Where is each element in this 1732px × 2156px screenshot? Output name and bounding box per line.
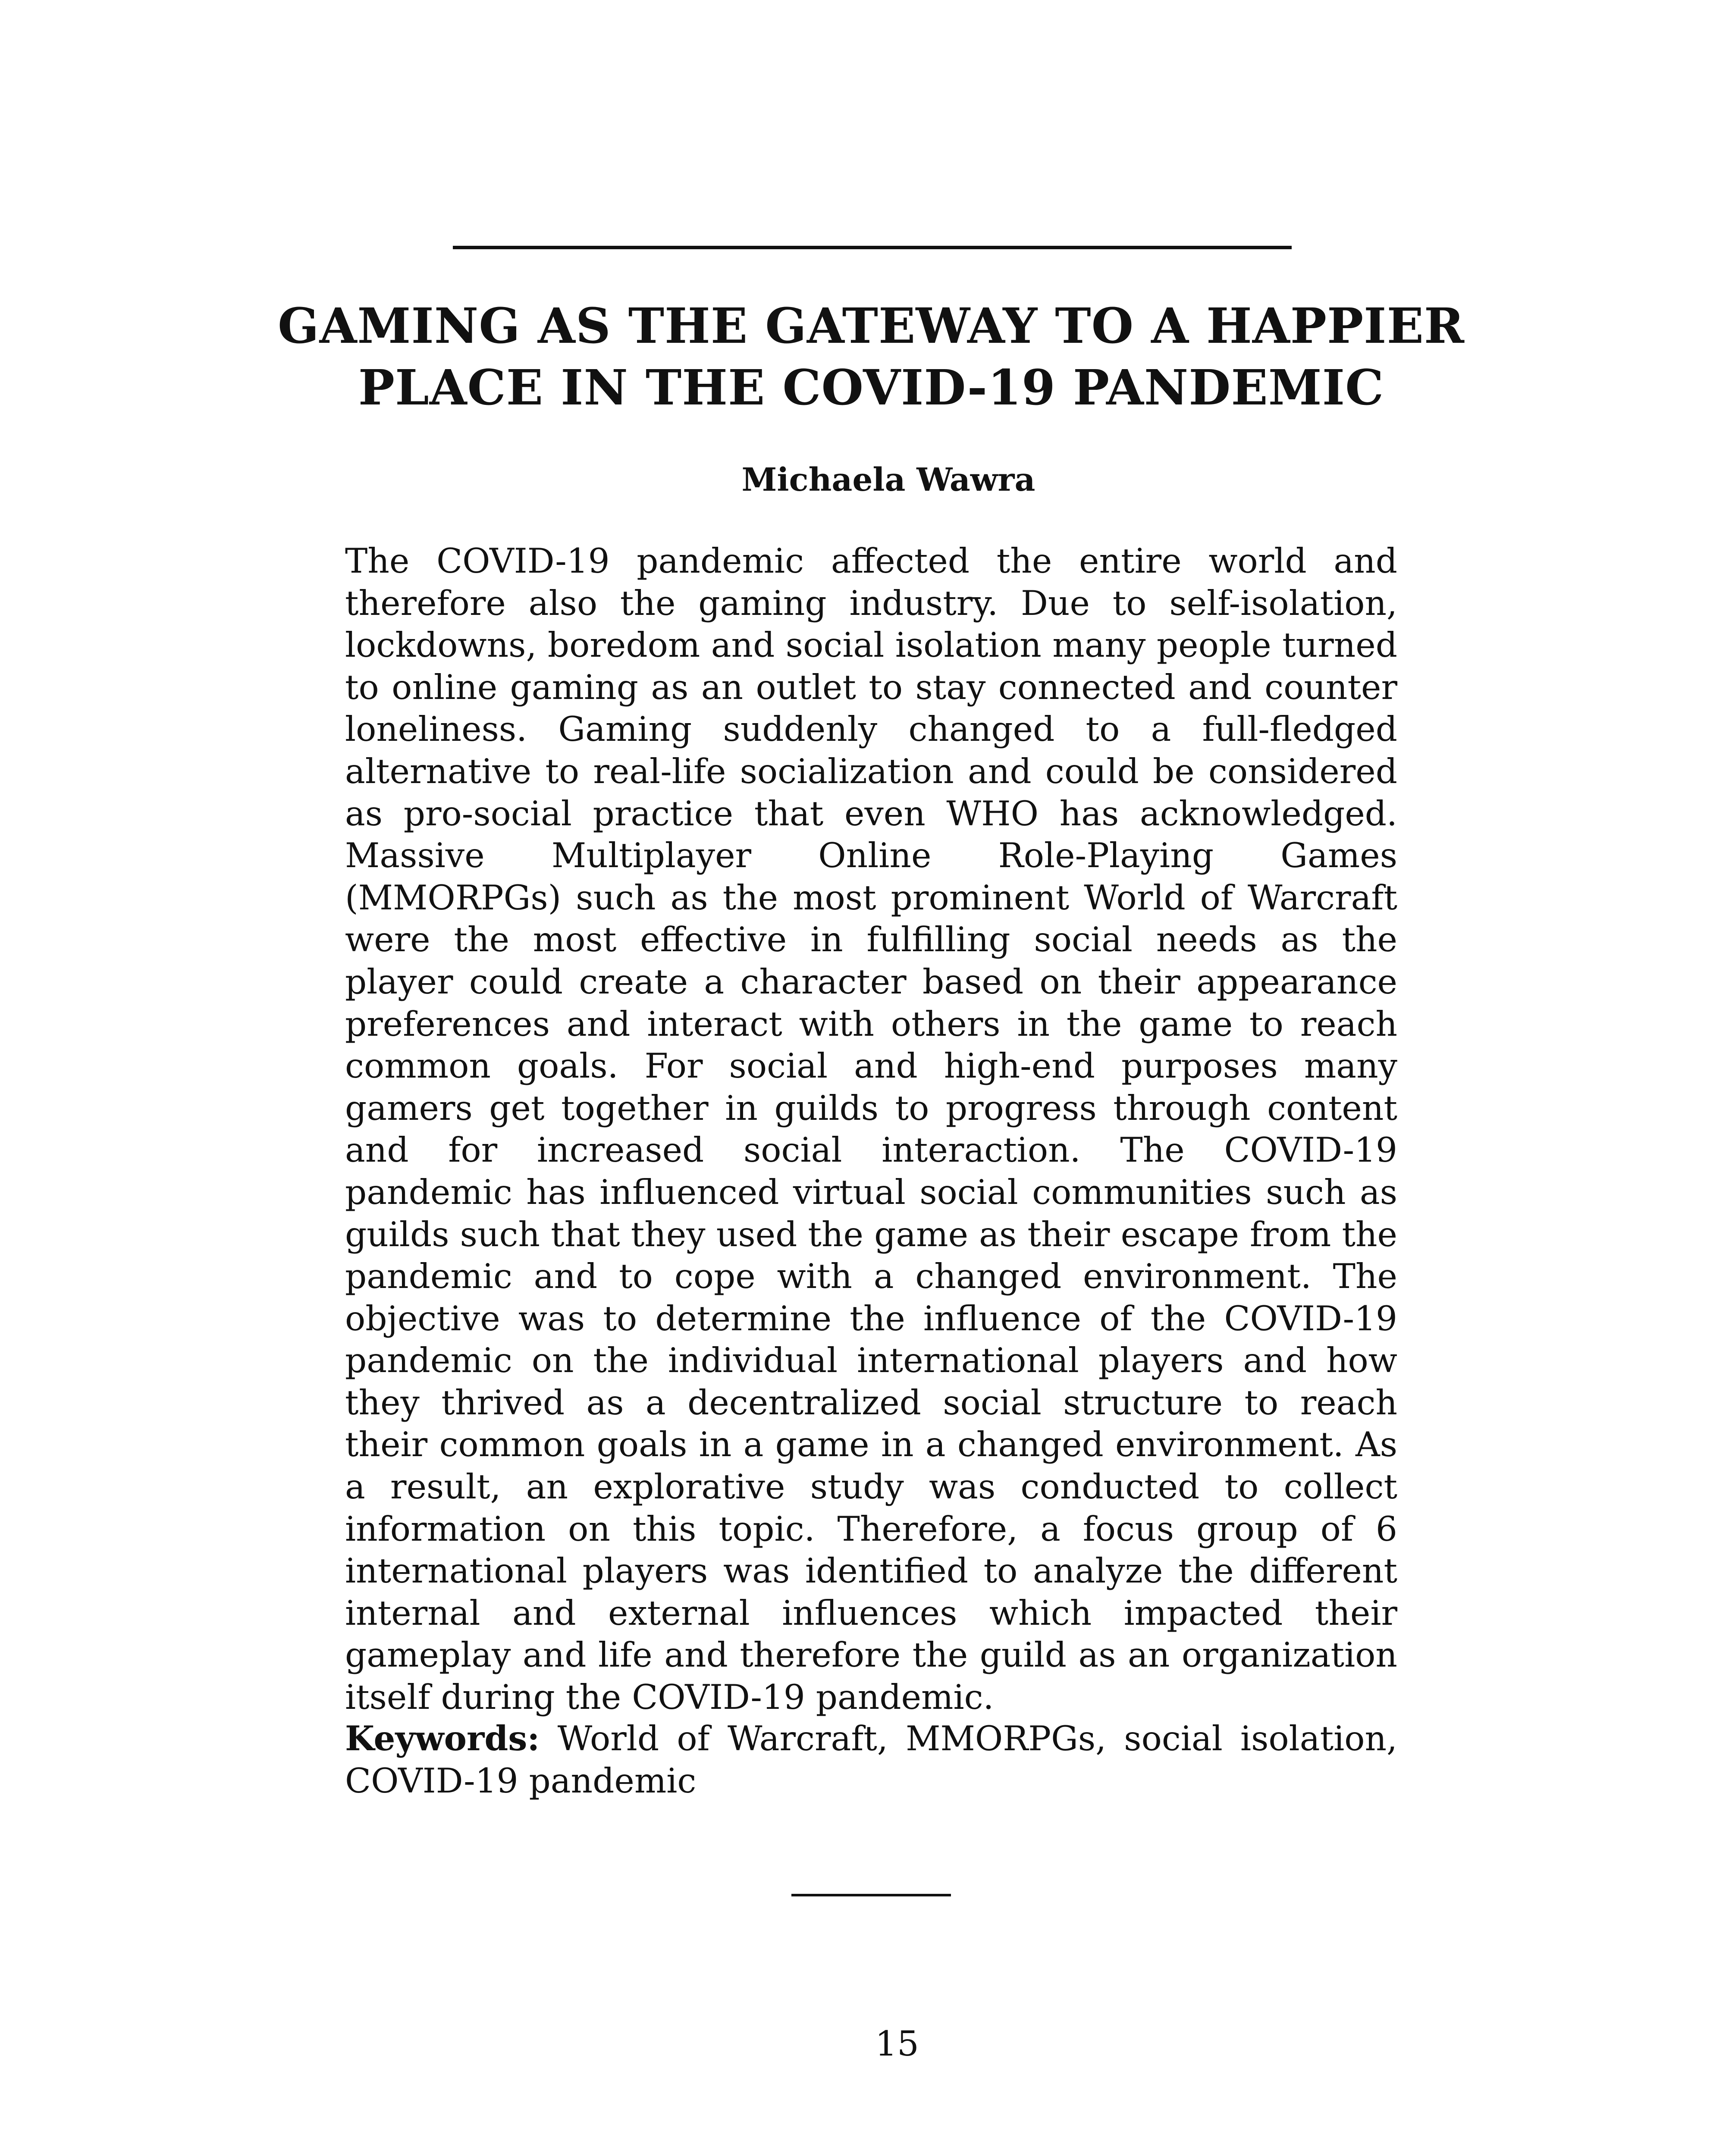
page-number: 15 xyxy=(875,2024,919,2064)
author-name: Michaela Wawra xyxy=(741,461,1035,498)
keywords-label: Keywords: xyxy=(345,1718,540,1758)
title-line-1: GAMING AS THE GATEWAY TO A HAPPIER xyxy=(277,298,1465,354)
bottom-divider-line xyxy=(791,1894,951,1896)
title-line-2: PLACE IN THE COVID-19 PANDEMIC xyxy=(358,360,1384,416)
keywords-list: World of Warcraft, MMORPGs, social isolation, COVID-19 pandemic xyxy=(345,1719,1397,1801)
top-divider-line xyxy=(453,246,1292,249)
abstract-text: The COVID-19 pandemic affected the entire world and therefore also the gaming industry. Due to self-isolation, lockdowns, boredom and social isolation many people turned to online gaming as an outlet to stay connected and counter loneliness. Gaming suddenly changed to a full-fledged alternative to real-life socialization and could be considered as pro-social practice that even WHO has acknowledged. Massive Multiplayer Online Role-Playing Games (MMORPGs) such as the most prominent World of Warcraft were the most effective in fulfilling social needs as the player could create a character based on their appearance preferences and interact with others in the game to reach common goals. For social and high-end purposes many gamers get together in guilds to progress through content and for increased social interaction. The COVID-19 pandemic has influenced virtual social communities such as guilds such that they used the game as their escape from the pandemic and to cope with a changed environment. The objective was to determine the influence of the COVID-19 pandemic on the individual international players and how they thrived as a decentralized social structure to reach their common goals in a game in a changed environment. As a result, an explorative study was conducted to collect information on this topic. Therefore, a focus group of 6 international players was identified to analyze the different internal and external influences which impacted their gameplay and life and therefore the guild as an organization itself during the COVID-19 pandemic. xyxy=(345,541,1397,1717)
paper-title xyxy=(259,295,1484,419)
keywords-paragraph xyxy=(345,1717,1397,1802)
